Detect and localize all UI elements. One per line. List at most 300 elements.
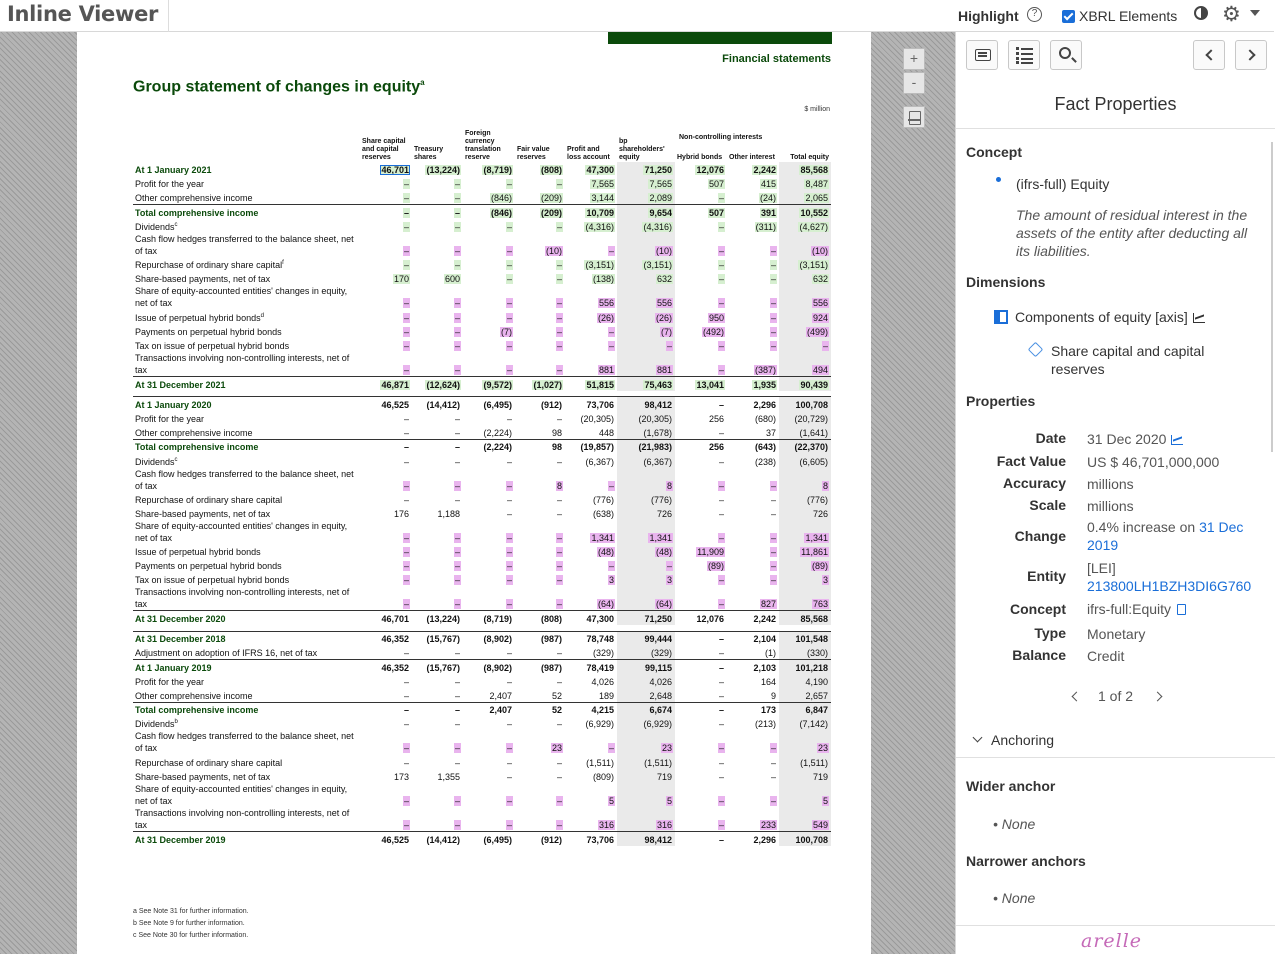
xbrl-fact: (329) — [592, 648, 614, 658]
xbrl-fact[interactable]: 8 — [822, 480, 828, 491]
xbrl-fact[interactable]: – — [718, 340, 724, 351]
xbrl-fact[interactable]: – — [403, 561, 409, 572]
table-cell — [617, 688, 675, 702]
xbrl-fact: – — [454, 690, 460, 701]
table-cell — [515, 176, 565, 190]
xbrl-fact[interactable]: (48) — [655, 547, 672, 558]
xbrl-fact[interactable]: 924 — [812, 312, 828, 323]
xbrl-fact[interactable]: – — [718, 795, 724, 806]
app-title: Inline Viewer — [7, 2, 159, 26]
xbrl-fact[interactable]: – — [403, 312, 409, 323]
xbrl-fact: – — [454, 676, 460, 687]
narrower-anchors-heading: Narrower anchors — [966, 853, 1086, 869]
xbrl-fact[interactable]: – — [556, 298, 562, 309]
table-cell — [412, 233, 463, 257]
xbrl-fact[interactable]: 600 — [444, 274, 460, 285]
table-cell — [565, 324, 617, 338]
xbrl-fact[interactable]: 23 — [551, 743, 562, 754]
xbrl-fact[interactable]: – — [506, 795, 512, 806]
xbrl-elements-label[interactable]: XBRL Elements — [1079, 8, 1178, 24]
table-cell — [617, 586, 675, 611]
table-cell — [463, 645, 515, 659]
xbrl-fact[interactable]: 3,144 — [591, 193, 614, 204]
xbrl-fact[interactable]: – — [506, 298, 512, 309]
xbrl-fact[interactable]: (846) — [490, 207, 512, 218]
xbrl-fact[interactable]: 827 — [760, 599, 776, 610]
xbrl-fact[interactable]: 10,552 — [800, 207, 828, 218]
xbrl-fact[interactable]: – — [506, 561, 512, 572]
xbrl-fact[interactable]: 2,065 — [805, 193, 828, 204]
settings-dropdown-icon[interactable] — [1250, 10, 1260, 16]
xbrl-fact[interactable]: – — [556, 599, 562, 610]
xbrl-fact[interactable]: (3,151) — [799, 260, 828, 271]
table-cell — [779, 831, 831, 845]
xbrl-fact[interactable]: 881 — [656, 364, 672, 375]
xbrl-fact[interactable]: – — [506, 245, 512, 256]
xbrl-fact[interactable]: – — [718, 575, 724, 586]
xbrl-fact[interactable]: – — [556, 575, 562, 586]
xbrl-fact[interactable]: (64) — [597, 599, 614, 610]
xbrl-fact[interactable]: – — [556, 795, 562, 806]
xbrl-fact[interactable]: (209) — [540, 207, 562, 218]
xbrl-fact[interactable]: – — [506, 480, 512, 491]
fact-list-button[interactable] — [966, 40, 998, 70]
xbrl-fact[interactable]: – — [403, 532, 409, 543]
xbrl-fact[interactable]: – — [403, 193, 409, 204]
next-fact-button[interactable] — [1235, 40, 1267, 70]
xbrl-fact[interactable]: (9,572) — [483, 379, 512, 390]
prop-concept-key: Concept — [1010, 601, 1066, 617]
xbrl-fact[interactable]: (138) — [592, 274, 614, 285]
xbrl-fact[interactable]: – — [556, 532, 562, 543]
xbrl-fact[interactable]: (492) — [702, 326, 724, 337]
xbrl-fact[interactable]: 23 — [661, 743, 672, 754]
xbrl-fact[interactable]: – — [403, 260, 409, 271]
xbrl-fact[interactable]: 415 — [760, 179, 776, 190]
table-cell — [727, 162, 779, 176]
xbrl-fact[interactable]: 7,565 — [649, 179, 672, 190]
xbrl-fact[interactable]: – — [770, 743, 776, 754]
xbrl-fact[interactable]: (48) — [597, 547, 614, 558]
xbrl-fact[interactable]: – — [403, 326, 409, 337]
column-header-text: bp shareholders' equity — [619, 138, 665, 161]
row-label — [133, 716, 360, 730]
xbrl-fact[interactable]: – — [556, 221, 562, 232]
column-header — [779, 116, 831, 162]
xbrl-fact[interactable]: – — [454, 298, 460, 309]
xbrl-fact[interactable]: – — [454, 364, 460, 375]
xbrl-fact[interactable]: – — [454, 743, 460, 754]
xbrl-fact[interactable]: – — [556, 819, 562, 830]
table-cell — [675, 309, 727, 323]
table-row — [133, 425, 831, 439]
xbrl-fact[interactable]: – — [770, 532, 776, 543]
xbrl-fact[interactable]: – — [556, 312, 562, 323]
copy-icon[interactable] — [1177, 604, 1186, 615]
xbrl-fact[interactable]: – — [403, 207, 409, 218]
table-cell — [727, 807, 779, 832]
xbrl-fact[interactable]: 8 — [556, 480, 562, 491]
xbrl-fact[interactable]: (4,627) — [799, 221, 828, 232]
xbrl-fact: 6,847 — [805, 705, 828, 716]
xbrl-elements-checkbox[interactable] — [1062, 10, 1075, 23]
xbrl-fact[interactable]: – — [718, 245, 724, 256]
xbrl-fact[interactable]: – — [403, 819, 409, 830]
change-link[interactable]: 31 Dec 2019 — [1087, 519, 1244, 553]
xbrl-fact[interactable]: 75,463 — [644, 379, 672, 390]
xbrl-fact[interactable]: – — [556, 179, 562, 190]
page-title-text: Group statement of changes in equity — [133, 78, 421, 96]
xbrl-fact[interactable]: (89) — [707, 561, 724, 572]
xbrl-fact[interactable]: 46,701 — [381, 165, 409, 176]
xbrl-fact[interactable]: 11,909 — [697, 547, 724, 558]
row-label-text: Adjustment on adoption of IFRS 16, net of tax — [135, 648, 318, 658]
xbrl-fact[interactable]: – — [506, 743, 512, 754]
xbrl-fact[interactable]: – — [403, 795, 409, 806]
xbrl-fact[interactable]: 1,935 — [753, 379, 776, 390]
xbrl-fact[interactable]: – — [770, 245, 776, 256]
xbrl-fact[interactable]: 7,565 — [591, 179, 614, 190]
table-row — [133, 730, 831, 754]
xbrl-fact[interactable]: – — [770, 312, 776, 323]
xbrl-fact[interactable]: 3 — [822, 575, 828, 586]
outline-button[interactable] — [1008, 40, 1040, 70]
xbrl-fact[interactable]: – — [718, 221, 724, 232]
table-cell — [412, 271, 463, 285]
xbrl-fact: – — [454, 757, 460, 768]
xbrl-fact[interactable]: – — [403, 575, 409, 586]
xbrl-fact[interactable]: (3,151) — [643, 260, 672, 271]
xbrl-fact: (987) — [540, 634, 562, 645]
xbrl-fact[interactable]: (7) — [501, 326, 512, 337]
xbrl-fact[interactable]: (64) — [655, 599, 672, 610]
xbrl-fact[interactable]: – — [403, 480, 409, 491]
xbrl-fact[interactable]: 3 — [608, 575, 614, 586]
xbrl-fact[interactable]: – — [506, 274, 512, 285]
xbrl-fact[interactable]: 763 — [812, 599, 828, 610]
xbrl-fact: – — [454, 719, 460, 730]
xbrl-fact[interactable]: – — [770, 561, 776, 572]
xbrl-fact[interactable]: – — [718, 260, 724, 271]
xbrl-fact[interactable]: – — [506, 575, 512, 586]
xbrl-fact[interactable]: 5 — [608, 795, 614, 806]
xbrl-fact[interactable]: – — [403, 298, 409, 309]
xbrl-fact[interactable]: 2,242 — [753, 165, 776, 176]
xbrl-fact[interactable]: – — [454, 547, 460, 558]
row-label — [133, 271, 360, 285]
xbrl-fact[interactable]: – — [770, 547, 776, 558]
xbrl-fact[interactable]: – — [770, 274, 776, 285]
xbrl-fact[interactable]: – — [556, 274, 562, 285]
xbrl-fact[interactable]: 5 — [666, 795, 672, 806]
xbrl-fact[interactable]: 90,439 — [800, 379, 828, 390]
xbrl-fact[interactable]: – — [556, 260, 562, 271]
xbrl-fact[interactable]: – — [506, 364, 512, 375]
xbrl-fact[interactable]: 3 — [666, 575, 672, 586]
zoom-in-button[interactable]: + — [903, 48, 925, 70]
xbrl-fact[interactable]: – — [556, 340, 562, 351]
xbrl-fact[interactable]: 950 — [708, 312, 724, 323]
xbrl-fact[interactable]: 556 — [598, 298, 614, 309]
xbrl-fact[interactable]: (7) — [661, 326, 672, 337]
xbrl-fact[interactable]: – — [454, 532, 460, 543]
xbrl-fact[interactable]: – — [608, 561, 614, 572]
xbrl-fact[interactable]: 233 — [760, 819, 776, 830]
xbrl-fact[interactable]: – — [454, 207, 460, 218]
xbrl-fact: – — [718, 634, 724, 645]
xbrl-fact: – — [506, 508, 512, 519]
xbrl-fact[interactable]: – — [770, 298, 776, 309]
xbrl-fact[interactable]: – — [454, 179, 460, 190]
xbrl-fact[interactable]: (499) — [806, 326, 828, 337]
xbrl-fact[interactable]: (12,624) — [426, 379, 460, 390]
xbrl-fact[interactable]: 391 — [760, 207, 776, 218]
row-label — [133, 397, 360, 411]
xbrl-fact[interactable]: – — [822, 340, 828, 351]
xbrl-fact[interactable]: 494 — [812, 364, 828, 375]
previous-fact-button[interactable] — [1193, 40, 1225, 70]
xbrl-fact[interactable]: – — [556, 326, 562, 337]
xbrl-fact[interactable]: – — [718, 819, 724, 830]
xbrl-fact[interactable]: – — [608, 743, 614, 754]
xbrl-fact[interactable]: – — [506, 221, 512, 232]
xbrl-fact[interactable]: 1,341 — [649, 532, 672, 543]
xbrl-fact[interactable]: – — [770, 480, 776, 491]
xbrl-fact: (809) — [592, 771, 614, 782]
xbrl-fact[interactable]: – — [506, 340, 512, 351]
xbrl-fact[interactable]: (10) — [545, 245, 562, 256]
xbrl-fact[interactable]: – — [454, 221, 460, 232]
xbrl-fact[interactable]: – — [770, 260, 776, 271]
xbrl-fact[interactable]: – — [770, 575, 776, 586]
xbrl-fact[interactable]: – — [454, 245, 460, 256]
xbrl-fact: – — [556, 676, 562, 687]
xbrl-fact[interactable]: – — [770, 795, 776, 806]
xbrl-fact[interactable]: (311) — [755, 221, 776, 232]
xbrl-fact[interactable]: – — [454, 599, 460, 610]
table-cell — [515, 506, 565, 520]
xbrl-fact[interactable]: – — [770, 340, 776, 351]
table-cell — [617, 453, 675, 467]
chevron-down-icon[interactable] — [973, 733, 983, 743]
xbrl-fact[interactable]: – — [608, 326, 614, 337]
xbrl-fact[interactable]: (10) — [811, 245, 828, 256]
xbrl-fact[interactable]: – — [506, 599, 512, 610]
row-label — [133, 558, 360, 572]
xbrl-fact[interactable]: – — [506, 532, 512, 543]
xbrl-fact[interactable]: – — [666, 340, 672, 351]
xbrl-fact[interactable]: 632 — [812, 274, 828, 285]
xbrl-fact[interactable]: – — [718, 599, 724, 610]
document-viewer[interactable] — [0, 32, 955, 954]
panel-scrollbar[interactable] — [1271, 142, 1273, 452]
xbrl-fact[interactable]: 316 — [598, 819, 614, 830]
xbrl-fact[interactable]: – — [770, 326, 776, 337]
table-cell — [617, 631, 675, 645]
xbrl-fact[interactable]: – — [403, 599, 409, 610]
xbrl-fact[interactable]: 71,250 — [644, 165, 672, 176]
xbrl-fact[interactable]: (10) — [655, 245, 672, 256]
xbrl-fact[interactable]: – — [454, 795, 460, 806]
xbrl-fact[interactable]: – — [454, 260, 460, 271]
xbrl-fact[interactable]: – — [454, 326, 460, 337]
xbrl-fact[interactable]: – — [718, 532, 724, 543]
xbrl-fact[interactable]: 881 — [598, 364, 614, 375]
xbrl-fact[interactable]: – — [506, 260, 512, 271]
xbrl-fact[interactable]: (1,027) — [533, 379, 562, 390]
table-cell — [360, 572, 412, 586]
xbrl-fact[interactable]: 8 — [666, 480, 672, 491]
xbrl-fact[interactable]: – — [454, 312, 460, 323]
xbrl-fact[interactable]: 5 — [822, 795, 828, 806]
xbrl-fact[interactable]: 51,815 — [586, 379, 614, 390]
xbrl-fact[interactable]: 632 — [656, 274, 672, 285]
row-label — [133, 544, 360, 558]
xbrl-fact[interactable]: (808) — [540, 165, 562, 176]
table-row — [133, 233, 831, 257]
xbrl-fact[interactable]: 316 — [656, 819, 672, 830]
xbrl-fact[interactable]: (209) — [540, 193, 562, 204]
xbrl-fact[interactable]: 549 — [812, 819, 828, 830]
row-label — [133, 611, 360, 625]
xbrl-fact[interactable]: 47,300 — [586, 165, 614, 176]
xbrl-fact[interactable]: (26) — [655, 312, 672, 323]
table-cell — [515, 376, 565, 390]
xbrl-fact[interactable]: – — [403, 364, 409, 375]
anchoring-toggle[interactable]: Anchoring — [991, 732, 1055, 748]
xbrl-fact[interactable]: (3,151) — [585, 260, 614, 271]
dimension-axis[interactable] — [1015, 309, 1205, 325]
xbrl-fact[interactable]: (89) — [811, 561, 828, 572]
table-cell — [727, 572, 779, 586]
table-cell — [727, 754, 779, 768]
column-header-text: Fair value reserves — [517, 146, 550, 161]
xbrl-fact[interactable]: – — [454, 575, 460, 586]
xbrl-fact: (6,367) — [643, 456, 672, 467]
xbrl-fact[interactable]: – — [403, 221, 409, 232]
row-label-text: Repurchase of ordinary share capital — [135, 494, 283, 505]
zoom-out-button[interactable]: - — [903, 72, 925, 94]
xbrl-fact[interactable]: 46,871 — [381, 379, 409, 390]
table-cell — [360, 631, 412, 645]
xbrl-fact: 101,218 — [795, 662, 828, 673]
xbrl-fact[interactable]: 556 — [812, 298, 828, 309]
xbrl-fact[interactable]: – — [608, 245, 614, 256]
xbrl-fact[interactable]: – — [556, 364, 562, 375]
prop-entity-key: Entity — [1027, 568, 1066, 584]
table-row — [133, 492, 831, 506]
xbrl-fact[interactable]: 507 — [708, 179, 724, 190]
xbrl-fact[interactable]: – — [556, 547, 562, 558]
xbrl-fact[interactable]: – — [608, 340, 614, 351]
xbrl-fact[interactable]: 10,709 — [586, 207, 614, 218]
table-cell — [565, 190, 617, 204]
table-cell — [779, 645, 831, 659]
highlight-label[interactable]: Highlight — [958, 8, 1019, 24]
xbrl-fact[interactable]: – — [506, 179, 512, 190]
table-cell — [463, 631, 515, 645]
xbrl-fact[interactable]: – — [454, 193, 460, 204]
xbrl-fact[interactable]: (4,316) — [585, 221, 614, 232]
row-label — [133, 492, 360, 506]
table-cell — [727, 660, 779, 674]
xbrl-fact[interactable]: – — [403, 547, 409, 558]
document-icon[interactable] — [903, 106, 925, 128]
xbrl-fact[interactable]: – — [403, 245, 409, 256]
xbrl-fact[interactable]: 556 — [656, 298, 672, 309]
xbrl-fact[interactable]: – — [608, 480, 614, 491]
xbrl-fact[interactable]: 9,654 — [649, 207, 672, 218]
xbrl-fact[interactable]: – — [718, 193, 724, 204]
table-row — [133, 783, 831, 807]
xbrl-fact[interactable]: – — [718, 274, 724, 285]
search-button[interactable] — [1050, 40, 1082, 70]
date-chart-icon[interactable] — [1171, 435, 1183, 445]
xbrl-fact[interactable]: – — [506, 547, 512, 558]
xbrl-fact[interactable]: – — [718, 364, 724, 375]
xbrl-fact[interactable]: – — [718, 480, 724, 491]
help-icon[interactable]: ? — [1027, 7, 1042, 22]
table-cell — [565, 425, 617, 439]
xbrl-fact[interactable]: – — [506, 312, 512, 323]
xbrl-fact[interactable]: (13,224) — [426, 165, 460, 176]
contrast-icon[interactable] — [1194, 6, 1208, 20]
xbrl-fact[interactable]: 11,861 — [801, 547, 828, 558]
xbrl-fact[interactable]: 1,341 — [591, 532, 614, 543]
xbrl-fact[interactable]: 2,089 — [649, 193, 672, 204]
xbrl-fact[interactable]: – — [454, 819, 460, 830]
top-bar — [0, 0, 1274, 32]
table-cell — [779, 425, 831, 439]
xbrl-fact[interactable]: – — [454, 561, 460, 572]
xbrl-fact[interactable]: – — [403, 743, 409, 754]
xbrl-fact[interactable]: (387) — [754, 364, 776, 375]
xbrl-fact[interactable]: – — [454, 340, 460, 351]
xbrl-fact[interactable]: (8,719) — [483, 165, 512, 176]
xbrl-fact[interactable]: (4,316) — [643, 221, 672, 232]
xbrl-fact[interactable]: 12,076 — [696, 165, 724, 176]
xbrl-fact[interactable]: – — [454, 480, 460, 491]
xbrl-fact[interactable]: 8,487 — [805, 179, 828, 190]
xbrl-fact[interactable]: 1,341 — [805, 532, 828, 543]
xbrl-fact[interactable]: – — [403, 179, 409, 190]
xbrl-fact[interactable]: (26) — [597, 312, 614, 323]
table-cell — [779, 271, 831, 285]
xbrl-fact[interactable]: 507 — [708, 207, 724, 218]
table-cell — [412, 492, 463, 506]
table-cell — [360, 352, 412, 377]
xbrl-fact[interactable]: – — [666, 561, 672, 572]
table-cell — [360, 309, 412, 323]
table-cell — [675, 716, 727, 730]
xbrl-fact[interactable]: 13,041 — [696, 379, 724, 390]
xbrl-fact[interactable]: 85,568 — [800, 165, 828, 176]
xbrl-fact[interactable]: (846) — [490, 193, 512, 204]
xbrl-fact[interactable]: – — [718, 298, 724, 309]
header-bar — [608, 32, 832, 44]
xbrl-fact: 9 — [770, 690, 776, 701]
xbrl-fact[interactable]: – — [556, 561, 562, 572]
xbrl-fact[interactable]: – — [506, 819, 512, 830]
entity-identifier[interactable]: 213800LH1BZH3DI6G760 — [1087, 578, 1252, 594]
xbrl-fact[interactable]: – — [403, 340, 409, 351]
xbrl-fact[interactable]: (24) — [759, 193, 776, 204]
xbrl-fact[interactable]: – — [718, 743, 724, 754]
gear-icon[interactable]: ⚙ — [1222, 3, 1241, 26]
xbrl-fact[interactable]: 23 — [817, 743, 828, 754]
chart-icon[interactable] — [1193, 313, 1205, 323]
xbrl-fact[interactable]: 170 — [393, 274, 409, 285]
